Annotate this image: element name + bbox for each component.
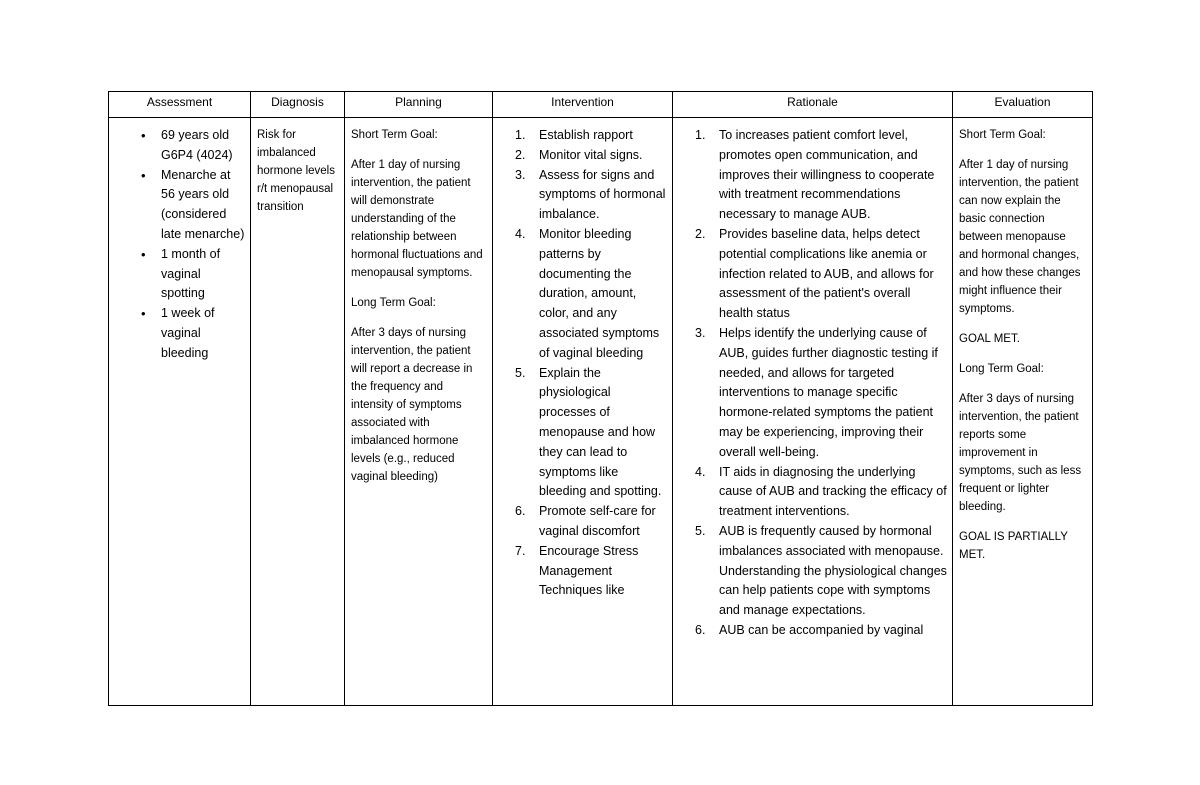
item-number: 1.	[695, 128, 706, 142]
planning-cell	[345, 118, 493, 706]
intervention-cell	[493, 118, 673, 706]
intervention-item	[499, 502, 667, 542]
intervention-item	[499, 542, 667, 601]
nursing-care-plan-table	[108, 91, 1093, 706]
item-number: 2.	[515, 147, 526, 162]
item-text: Assess for signs and symptoms of hormonal imbalance.	[539, 167, 666, 222]
evaluation-cell	[953, 118, 1093, 706]
assessment-item: • 1 week of vaginal bleeding	[115, 304, 245, 363]
evaluation-long-term-title: Long Term Goal:	[959, 363, 1044, 375]
intervention-item	[499, 225, 667, 364]
evaluation-short-term-status: GOAL MET.	[959, 333, 1020, 345]
item-number: 4.	[695, 464, 706, 479]
header-diagnosis: Diagnosis	[251, 92, 345, 118]
item-number: 3.	[515, 167, 526, 182]
header-intervention: Intervention	[493, 92, 673, 118]
item-number: 5.	[695, 523, 706, 538]
item-text: Helps identify the underlying cause of AUB, guides further diagnostic testing if needed, and allows for targeted interventions to manage specific hormone-related symptoms the patient may be experiencing, improving their overall well-being.	[719, 325, 938, 459]
header-evaluation: Evaluation	[953, 92, 1093, 118]
item-text: Explain the physiological processes of menopause and how they can lead to symptoms like bleeding and spotting.	[539, 365, 662, 499]
item-text: Monitor bleeding patterns by documenting the duration, amount, color, and any associated symptoms of vaginal bleeding	[539, 226, 660, 360]
evaluation-short-term-title: Short Term Goal:	[959, 129, 1046, 141]
rationale-item	[679, 463, 947, 522]
intervention-list	[499, 126, 667, 601]
rationale-item	[679, 522, 947, 621]
item-text: IT aids in diagnosing the underlying cause of AUB and tracking the efficacy of treatment interventions.	[719, 464, 947, 519]
intervention-item	[499, 364, 667, 503]
item-text: Monitor vital signs.	[539, 147, 643, 162]
item-text: Provides baseline data, helps detect potential complications like anemia or infection related to AUB, and allows for assessment of the patient's overall health status	[719, 226, 934, 321]
item-number: 6.	[695, 622, 706, 637]
rationale-item	[679, 621, 947, 641]
header-planning: Planning	[345, 92, 493, 118]
planning-short-term-title: Short Term Goal:	[351, 129, 438, 141]
item-number: 6.	[515, 504, 526, 519]
header-assessment: Assessment	[109, 92, 251, 118]
body-row	[109, 118, 1093, 706]
rationale-list	[679, 126, 947, 641]
item-number: 3.	[695, 325, 706, 340]
item-number: 2.	[695, 226, 706, 241]
item-text: Establish rapport	[539, 128, 633, 142]
item-text: AUB can be accompanied by vaginal	[719, 622, 924, 637]
item-number: 5.	[515, 365, 526, 380]
item-text: AUB is frequently caused by hormonal imbalances associated with menopause. Understanding the physiological changes can help patients cope with symptoms and manage expectations.	[719, 523, 947, 618]
planning-long-term-goal: After 3 days of nursing intervention, the patient will report a decrease in the frequency and intensity of symptoms associated with imbalanced hormone levels (e.g., reduced vaginal bleeding)	[351, 327, 473, 483]
item-number: 7.	[515, 543, 526, 558]
planning-short-term-goal: After 1 day of nursing intervention, the patient will demonstrate understanding of the relationship between hormonal fluctuations and menopausal symptoms.	[351, 159, 483, 279]
planning-long-term-title: Long Term Goal:	[351, 297, 436, 309]
rationale-cell	[673, 118, 953, 706]
header-rationale: Rationale	[673, 92, 953, 118]
diagnosis-cell	[251, 118, 345, 706]
header-row	[109, 92, 1093, 118]
rationale-item	[679, 225, 947, 324]
evaluation-long-term-status: GOAL IS PARTIALLY MET.	[959, 531, 1068, 561]
evaluation-short-term-text: After 1 day of nursing intervention, the patient can now explain the basic connection between menopause and hormonal changes, and how these changes might influence their symptoms.	[959, 159, 1081, 315]
intervention-item	[499, 146, 667, 166]
item-text: Promote self-care for vaginal discomfort	[539, 504, 656, 538]
assessment-cell	[109, 118, 251, 706]
diagnosis-text: Risk for imbalanced hormone levels r/t menopausal transition	[257, 129, 335, 213]
rationale-item	[679, 126, 947, 225]
assessment-item: • Menarche at 56 years old (considered late menarche)	[115, 166, 245, 245]
item-text: To increases patient comfort level, promotes open communication, and improves their willingness to cooperate with treatment recommendations necessary to manage AUB.	[719, 128, 935, 222]
assessment-list	[115, 126, 245, 364]
assessment-item: • 69 years old G6P4 (4024)	[115, 126, 245, 166]
item-text: Encourage Stress Management Techniques like	[539, 543, 639, 598]
evaluation-long-term-text: After 3 days of nursing intervention, the patient reports some improvement in symptoms, such as less frequent or lighter bleeding.	[959, 393, 1082, 513]
item-number: 1.	[515, 128, 526, 142]
intervention-item	[499, 166, 667, 225]
item-number: 4.	[515, 226, 526, 241]
rationale-item	[679, 324, 947, 463]
intervention-item	[499, 126, 667, 146]
assessment-item: • 1 month of vaginal spotting	[115, 245, 245, 304]
